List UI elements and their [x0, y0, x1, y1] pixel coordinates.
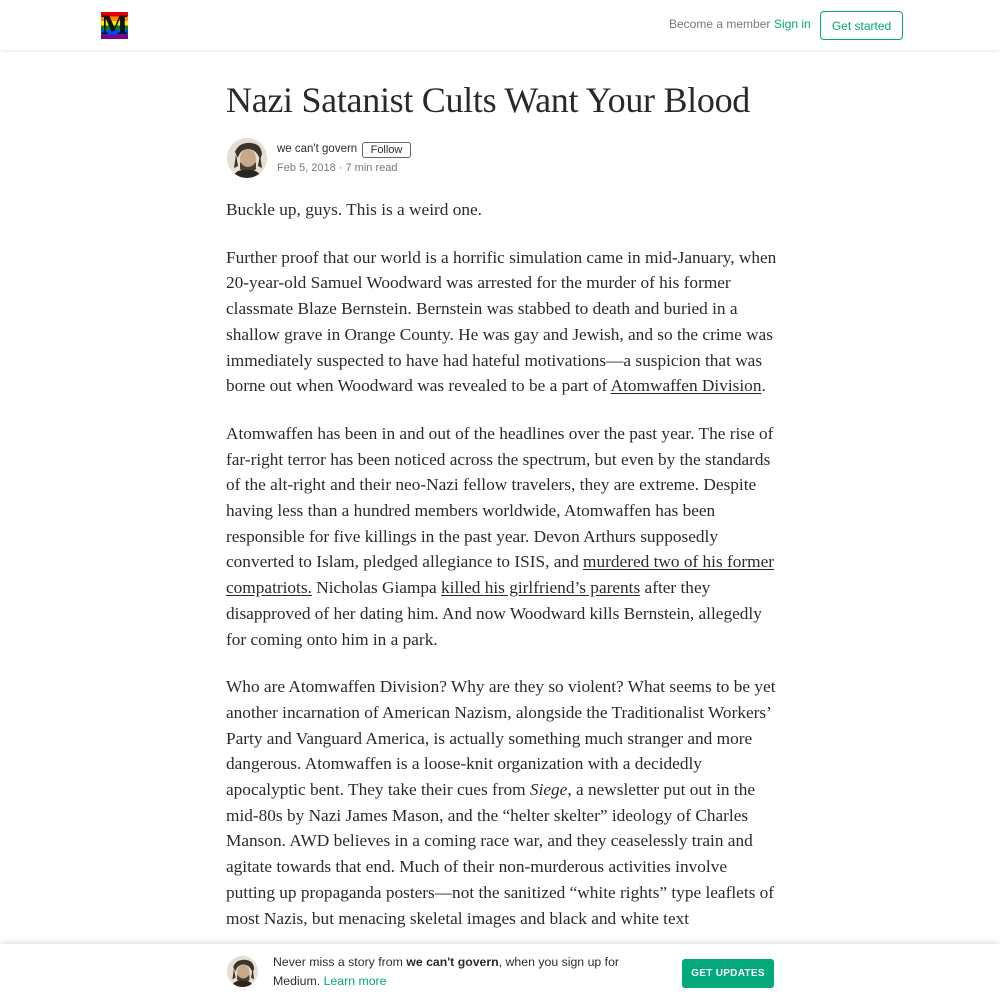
follow-button[interactable]: Follow: [362, 142, 411, 158]
paragraph-text: after they disapproved of her dating him. And now Woodward kills Bernstein, allegedly for coming onto him in a park.: [226, 578, 762, 649]
paragraph-text: Who are Atomwaffen Division? Why are they so violent? What seems to be yet another incarnation of American Nazism, alongside the Traditionalist Workers’ Party and Vanguard America, is actually something much stranger and more dangerous. Atomwaffen is a loose-knit organization with a decidedly apocalyptic bent. They take their cues from: [226, 677, 776, 800]
banner-message: [273, 953, 653, 991]
logo-letter: M: [100, 11, 129, 40]
atomwaffen-division-link[interactable]: Atomwaffen Division: [610, 376, 762, 396]
paragraph-text: Atomwaffen has been in and out of the headlines over the past year. The rise of far-right terror has been noticed across the spectrum, but even by the standards of the alt-right and their neo-Nazi fellow travelers, they are extreme. Despite having less than a hundred members worldwide, Atomwaffen has been responsible for five killings in the past year. Devon Arthurs supposedly converted to Islam, pledged allegiance to ISIS, and: [226, 423, 774, 572]
read-time: 7 min read: [345, 162, 398, 174]
paragraph-text: Buckle up, guys. This is a weird one.: [226, 200, 482, 219]
murdered-compatriots-link[interactable]: murdered two of his former compatriots.: [226, 552, 775, 598]
get-started-button[interactable]: Get started: [820, 11, 903, 40]
article-body: [226, 197, 778, 953]
top-navigation-bar: [0, 0, 1000, 51]
get-updates-button[interactable]: GET UPDATES: [682, 959, 774, 988]
author-avatar[interactable]: [227, 138, 267, 178]
author-name[interactable]: we can't govern: [277, 143, 358, 155]
killed-parents-link[interactable]: killed his girlfriend’s parents: [441, 578, 641, 598]
banner-text: , when you sign up for Medium.: [273, 955, 620, 988]
paragraph-3: [226, 421, 778, 652]
banner-author-avatar: [227, 956, 258, 987]
publish-date: Feb 5, 2018: [277, 162, 336, 174]
paragraph-text: .: [761, 376, 766, 396]
article-title: Nazi Satanist Cults Want Your Blood: [226, 80, 750, 120]
medium-logo[interactable]: [101, 12, 128, 39]
siege-emphasis: Siege: [529, 780, 568, 800]
become-member-link[interactable]: Become a member: [669, 17, 771, 31]
paragraph-2: [226, 245, 778, 399]
learn-more-link[interactable]: Learn more: [323, 974, 387, 988]
article-meta: [277, 162, 397, 174]
paragraph-text: Further proof that our world is a horrific simulation came in mid-January, when 20-year-old Samuel Woodward was arrested for the murder of his former classmate Blaze Bernstein. Bernstein was stabbed to death and buried in a shallow grave in Orange County. He was gay and Jewish, and so the crime was immediately suspected to have had hateful motivations—a suspicion that was borne out when Woodward was revealed to be a part of: [226, 247, 777, 396]
banner-text: Never miss a story from: [273, 955, 407, 969]
paragraph-text: , a newsletter put out in the mid-80s by Nazi James Mason, and the “helter skelter” ideology of Charles Manson. AWD believes in a coming race war, and they ceaselessly train and agitate towards that end. Much of their non-murderous activities involve putting up propaganda posters—not the sanitized “white rights” type leaflets of most Nazis, but menacing skeletal images and black and white text: [226, 780, 775, 928]
sign-in-link[interactable]: Sign in: [774, 17, 811, 31]
paragraph-text: Nicholas Giampa: [311, 578, 442, 598]
meta-separator: ·: [335, 162, 346, 174]
banner-author: we can't govern: [406, 955, 499, 969]
paragraph-1: [226, 197, 778, 223]
paragraph-4: [226, 674, 778, 931]
